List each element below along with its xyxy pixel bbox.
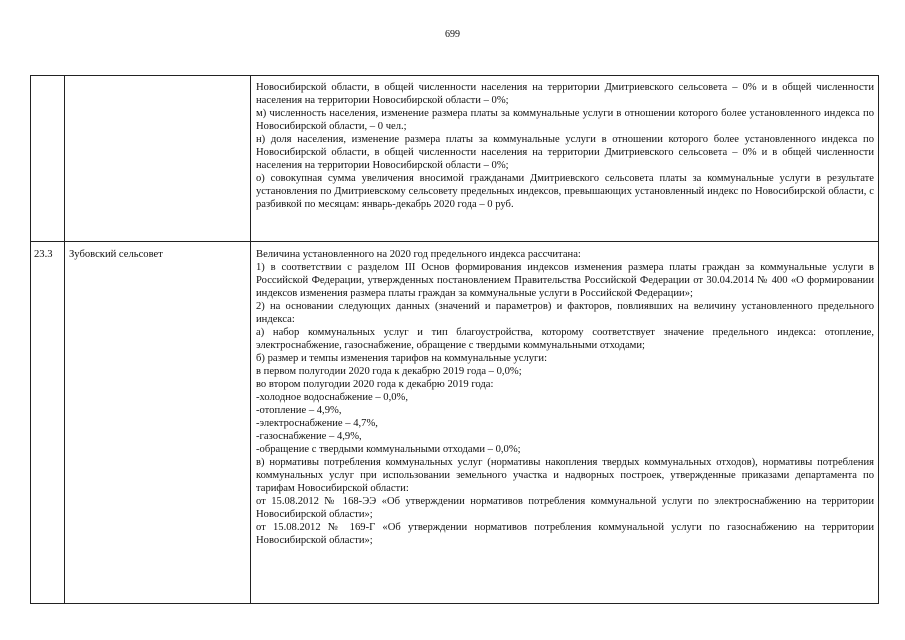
paragraph: -обращение с твердыми коммунальными отходами – 0,0%; xyxy=(256,444,521,455)
municipality-name-cell xyxy=(65,76,251,242)
paragraph: в первом полугодии 2020 года к декабрю 2019 года – 0,0%; xyxy=(256,366,522,377)
description-cell xyxy=(251,76,879,242)
paragraph: Величина установленного на 2020 год предельного индекса рассчитана: xyxy=(256,249,581,260)
paragraph: от 15.08.2012 № 168-ЭЭ «Об утверждении нормативов потребления коммунальной услуги по электроснабжению на территории Новосибирской области»; xyxy=(256,496,874,520)
paragraph: б) размер и темпы изменения тарифов на коммунальные услуги: xyxy=(256,353,548,364)
paragraph: -холодное водоснабжение – 0,0%, xyxy=(256,392,408,403)
paragraph: в) нормативы потребления коммунальных услуг (нормативы накопления твердых коммунальных отходов), нормативы потребления коммунальных услуг при использовании земельного участка и надворных построек, утвержденные приказами департамента по тарифам Новосибирской области: xyxy=(256,457,874,494)
table-row xyxy=(31,76,879,242)
paragraph: во втором полугодии 2020 года к декабрю 2019 года: xyxy=(256,379,494,390)
row-number-cell xyxy=(31,76,65,242)
document-table xyxy=(30,75,879,604)
paragraph: -электроснабжение – 4,7%, xyxy=(256,418,378,429)
table-row xyxy=(31,242,879,604)
paragraph: о) совокупная сумма увеличения вносимой гражданами Дмитриевского сельсовета платы за коммунальные услуги в результате установления по Дмитриевскому сельсовету предельных индексов, превышающих установленный индекс по Новосибирской области, с разбивкой по месяцам: январь-декабрь 2020 года – 0 руб. xyxy=(256,173,874,210)
paragraph: Новосибирской области, в общей численности населения на территории Дмитриевского сельсовета – 0% и в общей численности населения на территории Новосибирской области – 0%; xyxy=(256,82,874,106)
paragraph: -газоснабжение – 4,9%, xyxy=(256,431,362,442)
row-number-cell: 23.3 xyxy=(31,242,65,604)
paragraph: -отопление – 4,9%, xyxy=(256,405,342,416)
municipality-name-cell: Зубовский сельсовет xyxy=(65,242,251,604)
paragraph: от 15.08.2012 № 169-Г «Об утверждении нормативов потребления коммунальной услуги по газоснабжению на территории Новосибирской области»; xyxy=(256,522,874,546)
description-cell xyxy=(251,242,879,604)
paragraph: а) набор коммунальных услуг и тип благоустройства, которому соответствует значение предельного индекса: отопление, электроснабжение, газоснабжение, обращение с твердыми коммунальными отходами; xyxy=(256,327,874,351)
paragraph: 2) на основании следующих данных (значений и параметров) и факторов, повлиявших на величину установленного предельного индекса: xyxy=(256,301,874,325)
paragraph: н) доля населения, изменение размера платы за коммунальные услуги в отношении которого более установленного индекса по Новосибирской области, в общей численности населения на территории Дмитриевского сельсовета – 0% и в общей численности населения на территории Новосибирской области – 0%; xyxy=(256,134,874,171)
page-number: 699 xyxy=(445,29,460,40)
paragraph: 1) в соответствии с разделом III Основ формирования индексов изменения размера платы граждан за коммунальные услуги в Российской Федерации, утвержденных постановлением Правительства Российской Федерации от 30.04.2014 № 400 «О формировании индексов изменения размера платы граждан за коммунальные услуги в Российской Федерации»; xyxy=(256,262,874,299)
paragraph: м) численность населения, изменение размера платы за коммунальные услуги в отношении которого более установленного индекса по Новосибирской области, – 0 чел.; xyxy=(256,108,874,132)
